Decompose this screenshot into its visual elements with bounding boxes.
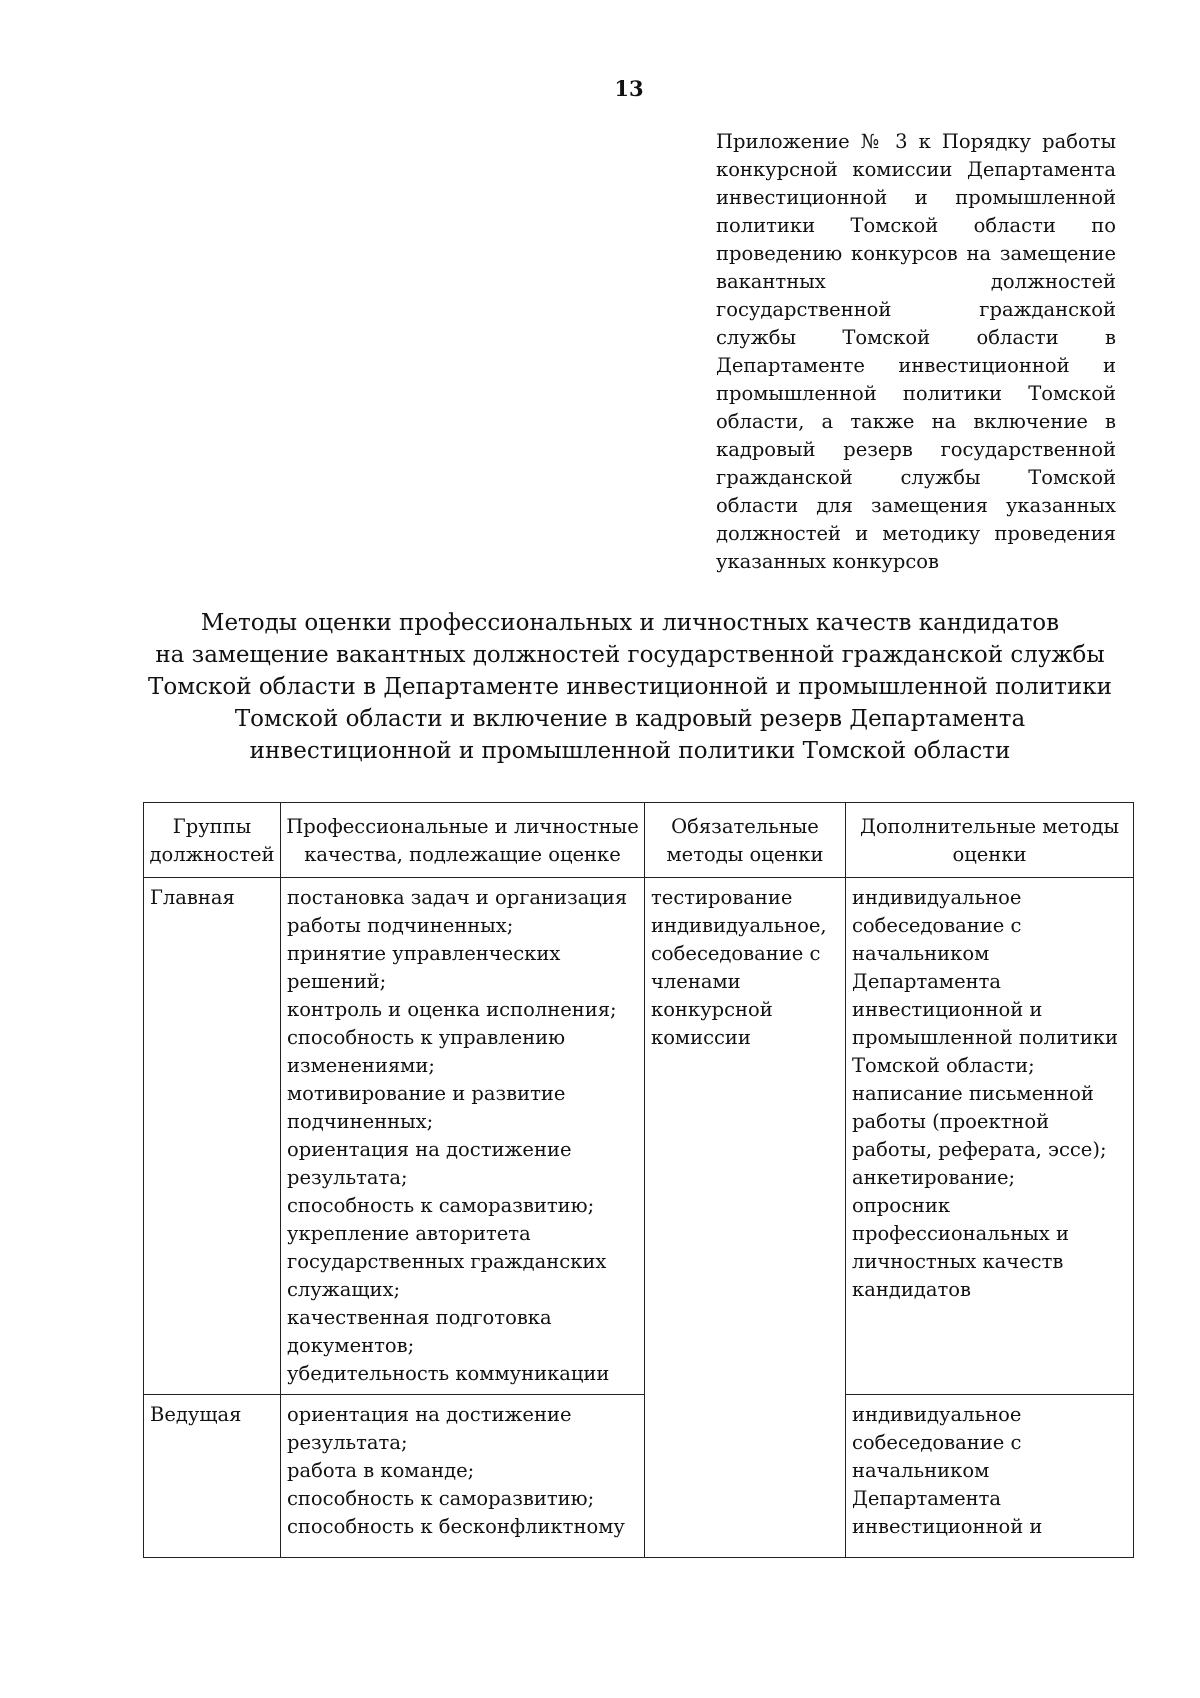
header-additional-methods: Дополнительные методы оценки: [846, 803, 1134, 878]
table-row: [144, 878, 1134, 1395]
additional-item: опросник профессиональных и личностных качеств кандидатов: [852, 1194, 1069, 1301]
table-row: [144, 1395, 1134, 1558]
header-mandatory-methods: Обязательные методы оценки: [645, 803, 846, 878]
quality-item: способность к саморазвитию;: [287, 1487, 595, 1510]
table-header-row: [144, 803, 1134, 878]
additional-item: написание письменной работы (проектной работы, реферата, эссе);: [852, 1082, 1107, 1161]
title-line: Томской области в Департаменте инвестиционной и промышленной политики: [148, 674, 1112, 700]
quality-item: работа в команде;: [287, 1459, 475, 1482]
quality-item: способность к бесконфликтному: [287, 1515, 625, 1538]
quality-item: контроль и оценка исполнения;: [287, 998, 617, 1021]
additional-methods-cell: [846, 878, 1134, 1395]
title-line: инвестиционной и промышленной политики Томской области: [249, 738, 1011, 764]
header-groups: Группы должностей: [144, 803, 281, 878]
additional-methods-cell: [846, 1395, 1134, 1558]
additional-item: индивидуальное собеседование с начальником Департамента инвестиционной и промышленной политики Томской области;: [852, 886, 1118, 1077]
document-title: [130, 607, 1130, 767]
quality-item: качественная подготовка документов;: [287, 1306, 552, 1357]
qualities-cell: [281, 1395, 645, 1558]
mandatory-methods-cell: тестирование индивидуальное, собеседование с членами конкурсной комиссии: [645, 878, 846, 1558]
title-line: на замещение вакантных должностей государственной гражданской службы: [155, 642, 1105, 668]
page-number: 13: [614, 76, 644, 101]
quality-item: принятие управленческих решений;: [287, 942, 561, 993]
qualities-cell: [281, 878, 645, 1395]
group-cell: Главная: [144, 878, 281, 1395]
methods-table: [143, 802, 1134, 1558]
appendix-note: Приложение № 3 к Порядку работы конкурсной комиссии Департамента инвестиционной и промышленной политики Томской области по проведению конкурсов на замещение вакантных должностей государственной гражданской службы Томской области в Департаменте инвестиционной и промышленной политики Томской области, а также на включение в кадровый резерв государственной гражданской службы Томской области для замещения указанных должностей и методику проведения указанных конкурсов: [716, 130, 1116, 573]
quality-item: ориентация на достижение результата;: [287, 1138, 572, 1189]
title-line: Методы оценки профессиональных и личностных качеств кандидатов: [200, 610, 1060, 636]
quality-item: ориентация на достижение результата;: [287, 1403, 572, 1454]
title-line: Томской области и включение в кадровый резерв Департамента: [234, 706, 1026, 732]
header-qualities: Профессиональные и личностные качества, подлежащие оценке: [281, 803, 645, 878]
quality-item: мотивирование и развитие подчиненных;: [287, 1082, 566, 1133]
quality-item: убедительность коммуникации: [287, 1362, 610, 1385]
quality-item: способность к управлению изменениями;: [287, 1026, 566, 1077]
quality-item: укрепление авторитета государственных гражданских служащих;: [287, 1222, 607, 1301]
additional-item: анкетирование;: [852, 1166, 1016, 1189]
group-cell: Ведущая: [144, 1395, 281, 1558]
quality-item: постановка задач и организация работы подчиненных;: [287, 886, 628, 937]
quality-item: способность к саморазвитию;: [287, 1194, 595, 1217]
additional-item: индивидуальное собеседование с начальником Департамента инвестиционной и: [852, 1403, 1043, 1538]
